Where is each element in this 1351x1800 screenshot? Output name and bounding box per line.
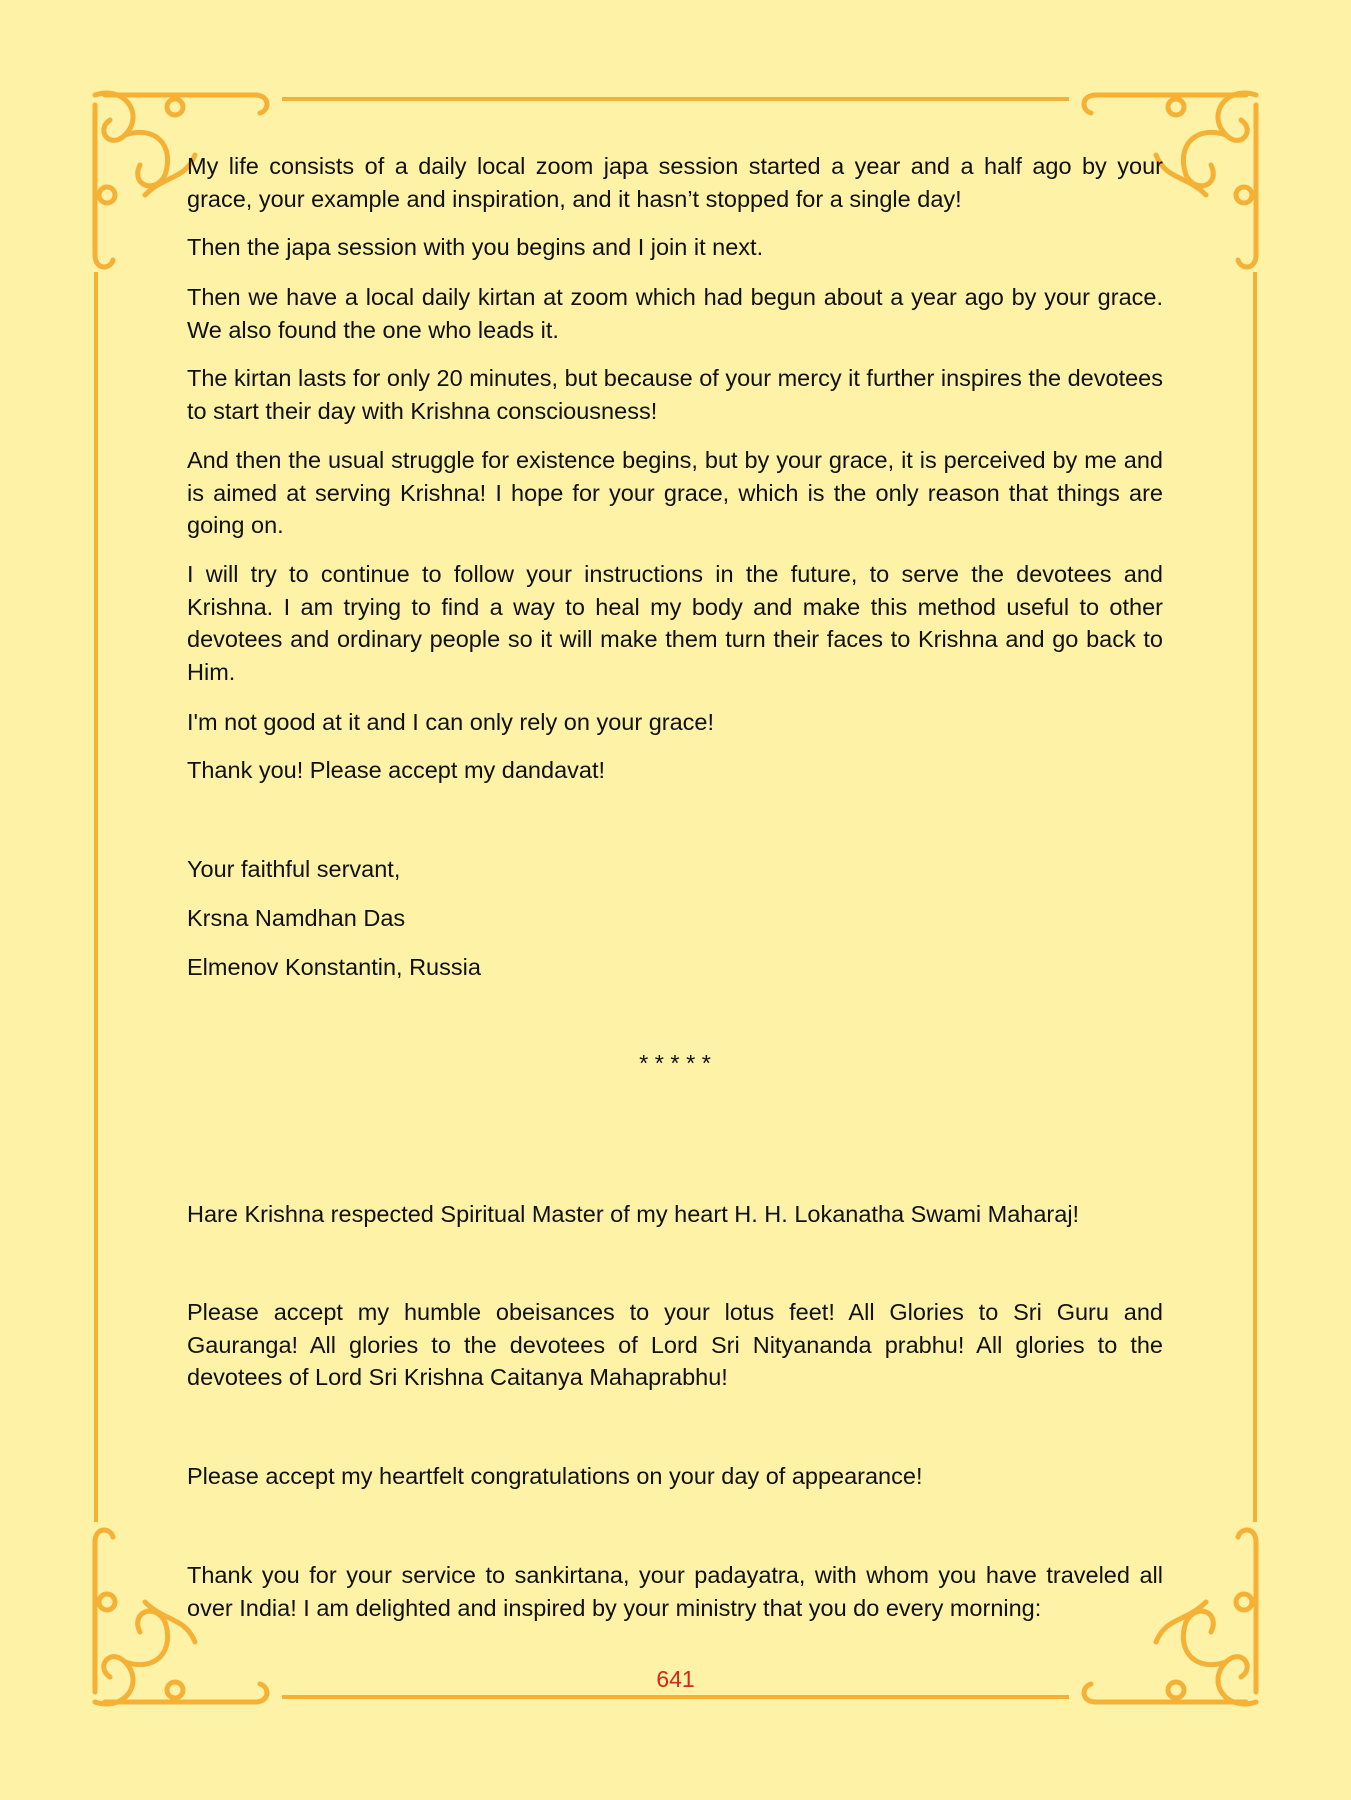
paragraph: My life consists of a daily local zoom japa session started a year and a half ago by your grace, your example and inspiration, and it hasn’t stopped for a single day! <box>187 153 1163 212</box>
paragraph: Please accept my heartfelt congratulations on your day of appearance! <box>187 1463 923 1489</box>
paragraph: Please accept my humble obeisances to your lotus feet! All Glories to Sri Guru and Gauranga! All glories to the devotees of Lord Sri Nityananda prabhu! All glories to the devotees of Lord Sri Krishna Caitanya Mahaprabhu! <box>187 1299 1163 1391</box>
greeting: Hare Krishna respected Spiritual Master of my heart H. H. Lokanatha Swami Maharaj! <box>187 1201 1080 1227</box>
page-number: 641 <box>656 1666 695 1692</box>
signature-location: Elmenov Konstantin, Russia <box>187 954 481 980</box>
border-left <box>94 272 98 1522</box>
paragraph: And then the usual struggle for existence begins, but by your grace, it is perceived by me and is aimed at serving Krishna! I hope for your grace, which is the only reason that things are going on. <box>187 447 1163 539</box>
paragraph: The kirtan lasts for only 20 minutes, but because of your mercy it further inspires the devotees to start their day with Krishna consciousness! <box>187 365 1163 424</box>
border-top <box>282 97 1069 101</box>
signature-closing: Your faithful servant, <box>187 856 401 882</box>
border-bottom <box>282 1695 1069 1699</box>
paragraph: I'm not good at it and I can only rely on your grace! <box>187 709 715 735</box>
paragraph: Thank you! Please accept my dandavat! <box>187 757 606 783</box>
separator: * * * * * <box>639 1050 711 1076</box>
border-right <box>1253 272 1257 1522</box>
paragraph: Then we have a local daily kirtan at zoom which had begun about a year ago by your grace. We also found the one who leads it. <box>187 284 1163 343</box>
paragraph: Thank you for your service to sankirtana, your padayatra, with whom you have traveled all over India! I am delighted and inspired by your ministry that you do every morning: <box>187 1562 1163 1621</box>
paragraph: I will try to continue to follow your instructions in the future, to serve the devotees and Krishna. I am trying to find a way to heal my body and make this method useful to other devotees and ordinary people so it will make them turn their faces to Krishna and go back to Him. <box>187 561 1163 686</box>
signature-name: Krsna Namdhan Das <box>187 905 406 931</box>
paragraph: Then the japa session with you begins and I join it next. <box>187 234 764 260</box>
